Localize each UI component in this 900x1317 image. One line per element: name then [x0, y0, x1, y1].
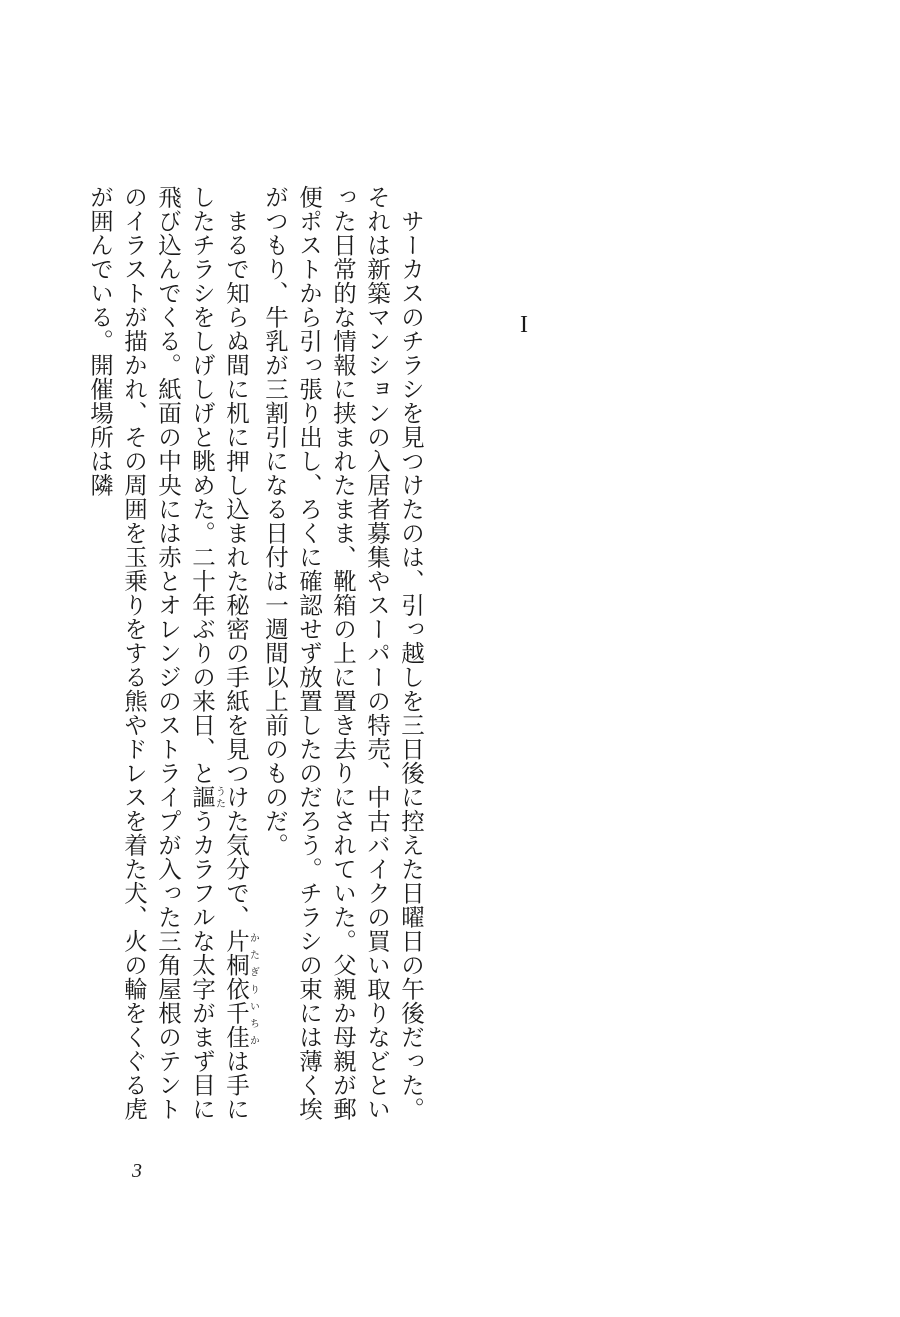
page-number: 3 [132, 1160, 142, 1182]
uta-base: 謳 [188, 785, 216, 809]
character-name [222, 928, 259, 1049]
uta-ruby [188, 785, 225, 809]
paragraph-2 [83, 185, 258, 1125]
body-text [83, 185, 428, 1125]
paragraph-2-part-b: は手にしたチラシをしげしげと眺めた。二十年ぶりの来日、と [188, 185, 250, 1121]
chapter-number: I [520, 312, 528, 338]
character-name-base: 片桐依千佳 [222, 928, 250, 1049]
uta-reading: うた [213, 785, 225, 809]
paragraph-2-part-a: まるで知らぬ間に机に押し込まれた秘密の手紙を見つけた気分で、 [222, 208, 250, 929]
paragraph-2-part-c: うカラフルな太字がまず目に飛び込んでくる。紙面の中央には赤とオレンジのストライプが入った三角屋根のテントのイラストが描かれ、その周囲を玉乗りをする熊やドレスを着た犬、火の輪をくぐる虎が囲んでいる。開催場所は隣 [86, 185, 216, 1121]
paragraph-1: サーカスのチラシを見つけたのは、引っ越しを三日後に控えた日曜日の午後だった。それは新築マンションの入居者募集やスーパーの特売、中古バイクの買い取りなどといった日常的な情報に挟まれたまま、靴箱の上に置き去りにされていた。父親か母親が郵便ポストから引っ張り出し、ろくに確認せず放置したのだろう。チラシの束には薄く埃がつもり、牛乳が三割引になる日付は一週間以上前のものだ。 [261, 185, 425, 1121]
character-name-reading: かたぎりいちか [247, 928, 259, 1049]
